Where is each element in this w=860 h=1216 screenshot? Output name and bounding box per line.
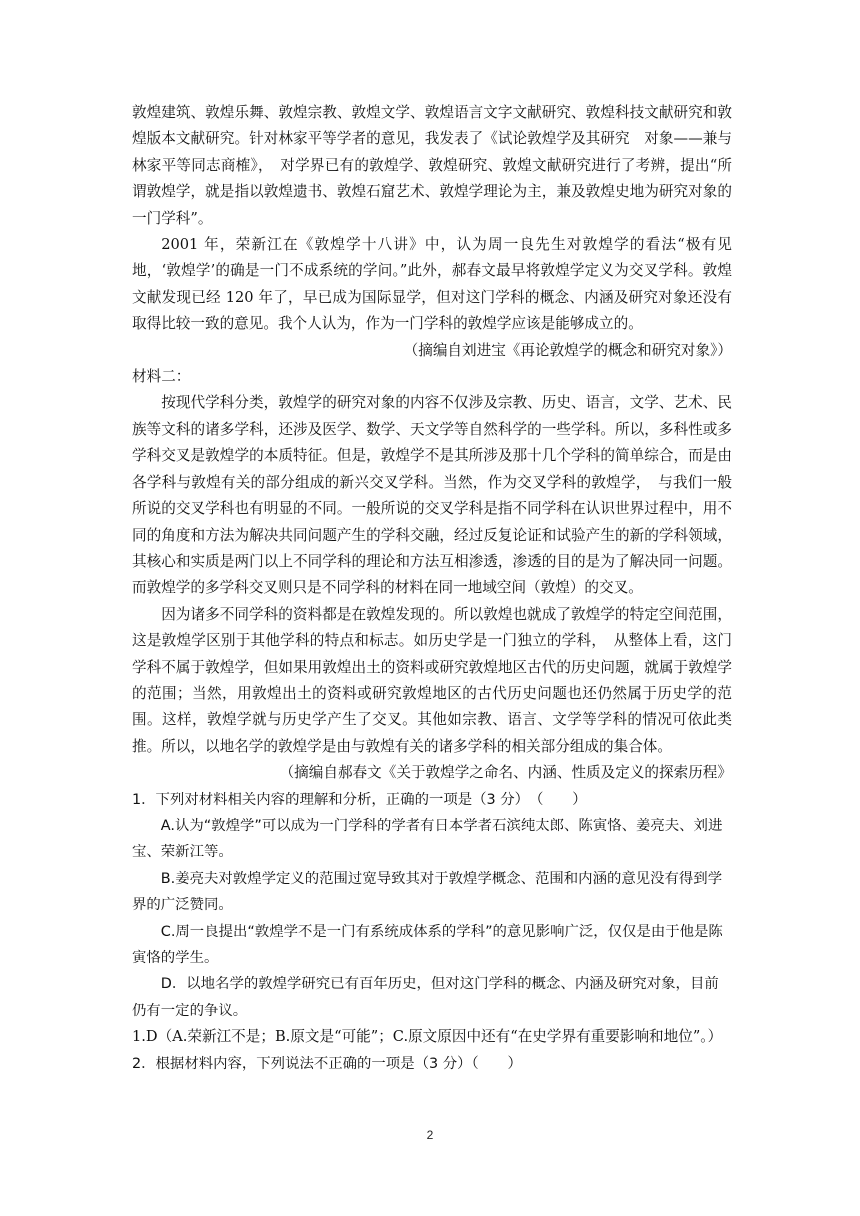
question-1-answer: 1.D（A.荣新江不是；B.原文是“可能”；C.原文原因中还有“在史学界有重要影响和地位”。） xyxy=(132,1028,723,1046)
material2-paragraph-1: 按现代学科分类，敦煌学的研究对象的内容不仅涉及宗教、历史、语言，文学、艺术、民族等文科的诸多学科，还涉及医学、数学、天文学等自然科学的一些学科。所以，多科性或多学科交叉是敦煌学的本质特征。但是，敦煌学不是其所涉及那十几个学科的简单综合，而是由各学科与敦煌有关的部分组成的新兴交叉学科。当然，作为交叉学科的敦煌学， 与我们一般所说的交叉学科也有明显的不同。一般所说的交叉学科是指不同学科在认识世界过程中，用不同的角度和方法为解决共同问题产生的学科交融，经过反复论证和试验产生的新的学科领域，其核心和实质是两门以上不同学科的理论和方法互相渗透，渗透的目的是为了解决同一问题。而敦煌学的多学科交叉则只是不同学科的材料在同一地域空间（敦煌）的交叉。 xyxy=(132,394,732,597)
material1-source: （摘编自刘进宝《再论敦煌学的概念和研究对象》） xyxy=(403,341,732,359)
page-content xyxy=(132,100,732,1077)
material2-paragraph-2: 因为诸多不同学科的资料都是在敦煌发现的。所以敦煌也就成了敦煌学的特定空间范围，这是敦煌学区别于其他学科的特点和标志。如历史学是一门独立的学科， 从整体上看，这门学科不属于敦煌学，但如果用敦煌出土的资料或研究敦煌地区古代的历史问题，就属于敦煌学的范围；当然，用敦煌出土的资料或研究敦煌地区的古代历史问题也还仍然属于历史学的范围。这样，敦煌学就与历史学产生了交叉。其他如宗教、语言、文学等学科的情况可依此类推。所以，以地名学的敦煌学是由与敦煌有关的诸多学科的相关部分组成的集合体。 xyxy=(132,605,732,755)
material1-paragraph-continued: 敦煌建筑、敦煌乐舞、敦煌宗教、敦煌文学、敦煌语言文字文献研究、敦煌科技文献研究和敦煌版本文献研究。针对林家平等学者的意见，我发表了《试论敦煌学及其研究 对象——兼与林家平等同志商榷》， 对学界已有的敦煌学、敦煌研究、敦煌文献研究进行了考辨，提出“所谓敦煌学，就是指以敦煌遗书、敦煌石窟艺术、敦煌学理论为主，兼及敦煌史地为研究对象的一门学科”。 xyxy=(132,104,732,227)
question-1-option-b: B.姜亮夫对敦煌学定义的范围过宽导致其对于敦煌学概念、范围和内涵的意见没有得到学界的广泛赞同。 xyxy=(132,870,723,914)
material2-source: （摘编自郝春文《关于敦煌学之命名、内涵、性质及定义的探索历程》 xyxy=(279,764,732,782)
question-1-stem: 1．下列对材料相关内容的理解和分析，正确的一项是（3 分） （ ） xyxy=(132,791,587,808)
question-1-option-d: D．以地名学的敦煌学研究已有百年历史，但对这门学科的概念、内涵及研究对象，目前仍有一定的争议。 xyxy=(132,976,719,1019)
page-number: 2 xyxy=(426,1128,434,1142)
question-1-option-a: A.认为“敦煌学”可以成为一门学科的学者有日本学者石滨纯太郎、陈寅恪、姜亮夫、刘进宝、荣新江等。 xyxy=(132,817,723,861)
question-1-option-c: C.周一良提出“敦煌学不是一门有系统成体系的学科”的意见影响广泛，仅仅是由于他是陈寅恪的学生。 xyxy=(132,923,723,966)
question-2-stem: 2．根据材料内容，下列说法不正确的一项是（3 分）（ ） xyxy=(132,1055,522,1072)
material2-label: 材料二： xyxy=(132,368,191,386)
material1-paragraph-2001: 2001 年，荣新江在《敦煌学十八讲》中，认为周一良先生对敦煌学的看法“极有见地，‘敦煌学’的确是一门不成系统的学问。”此外，郝春文最早将敦煌学定义为交叉学科。敦煌文献发现已经 120 年了，早已成为国际显学，但对这门学科的概念、内涵及研究对象还没有取得比较一致的意见。我个人认为，作为一门学科的敦煌学应该是能够成立的。 xyxy=(132,236,732,333)
